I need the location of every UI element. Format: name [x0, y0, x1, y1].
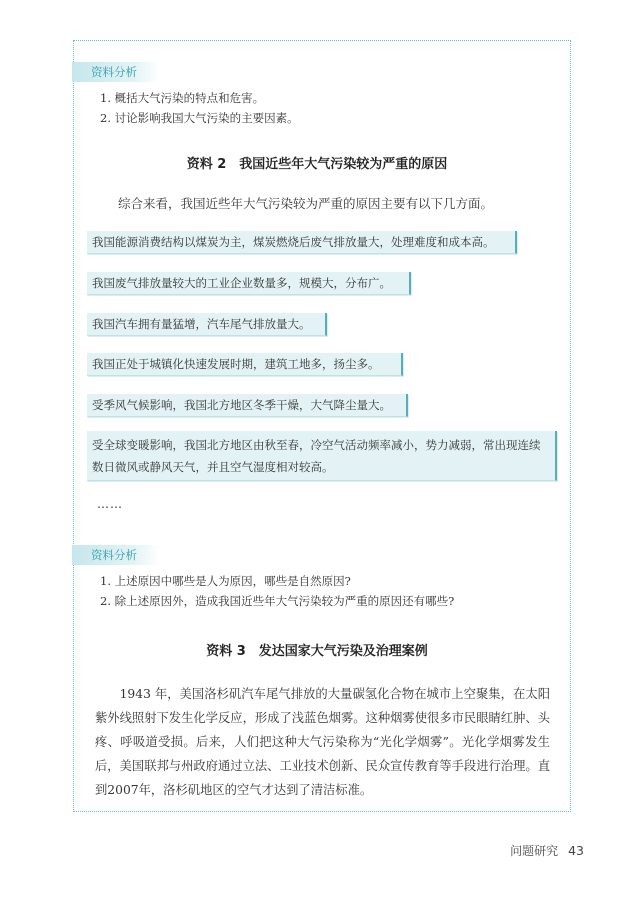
page-number: 43	[568, 843, 584, 858]
question-2-1: 1. 上述原因中哪些是人为原因，哪些是自然原因?	[100, 574, 351, 588]
material-2-title: 资料 2 我国近些年大气污染较为严重的原因	[186, 157, 448, 172]
reason-box-2: 我国废气排放量较大的工业企业数量多，规模大，分布广。	[87, 272, 411, 295]
question-1-1: 1. 概括大气污染的特点和危害。	[100, 91, 265, 105]
reason-box-6: 受全球变暖影响，我国北方地区由秋至春，冷空气活动频率减小，势力减弱，常出现连续数日微风或静风天气，并且空气湿度相对较高。	[87, 431, 557, 481]
reason-box-3: 我国汽车拥有量猛增，汽车尾气排放量大。	[87, 313, 327, 336]
ellipsis: ……	[97, 497, 123, 511]
material-3-body: 1943 年，美国洛杉矶汽车尾气排放的大量碳氢化合物在城市上空聚集，在太阳紫外线照射下发生化学反应，形成了浅蓝色烟雾。这种烟雾使很多市民眼睛红肿、头疼、呼吸道受损。后来，人们把这种大气污染称为“光化学烟雾”。光化学烟雾发生后，美国联邦与州政府通过立法、工业技术创新、民众宣传教育等手段进行治理。直到2007年，洛杉矶地区的空气才达到了清洁标准。	[95, 687, 550, 797]
material-2-intro: 综合来看，我国近些年大气污染较为严重的原因主要有以下几方面。	[118, 196, 494, 211]
material-3-title: 资料 3 发达国家大气污染及治理案例	[206, 644, 428, 659]
question-1-2: 2. 讨论影响我国大气污染的主要因素。	[100, 111, 299, 125]
footer-section-name: 问题研究	[510, 844, 559, 858]
reason-box-1: 我国能源消费结构以煤炭为主，煤炭燃烧后废气排放量大，处理难度和成本高。	[87, 231, 517, 254]
reason-box-4: 我国正处于城镇化快速发展时期，建筑工地多，扬尘多。	[87, 353, 403, 376]
reason-box-5: 受季风气候影响，我国北方地区冬季干燥，大气降尘量大。	[87, 394, 408, 417]
analysis-tag-1	[72, 62, 160, 82]
analysis-tag-2	[72, 545, 160, 565]
analysis-tag-2-label: 资料分析	[91, 548, 137, 562]
analysis-tag-1-label: 资料分析	[91, 65, 137, 79]
page-footer	[510, 842, 584, 859]
question-2-2: 2. 除上述原因外，造成我国近些年大气污染较为严重的原因还有哪些?	[100, 594, 455, 608]
